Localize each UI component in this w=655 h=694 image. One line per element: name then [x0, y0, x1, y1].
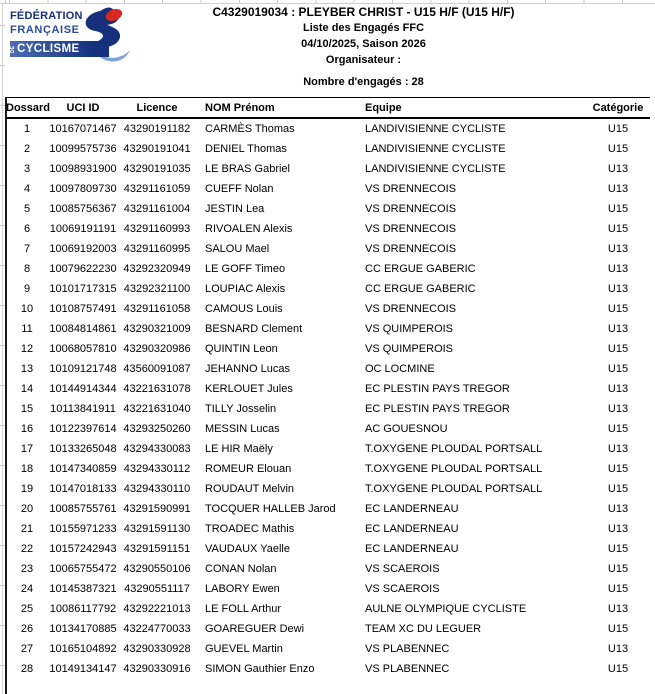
cell-licence: 43292321100: [123, 283, 191, 295]
cell-licence: 43290320986: [123, 343, 191, 355]
cell-uci-id: 10144914344: [49, 383, 117, 395]
cell-nom-prenom: JEHANNO Lucas: [205, 363, 290, 375]
cell-licence: 43291591130: [123, 523, 191, 535]
cell-licence: 43290330916: [123, 663, 191, 675]
cell-equipe: CC ERGUE GABERIC: [365, 283, 476, 295]
col-header-categorie: Catégorie: [586, 98, 650, 119]
cell-dossard: 5: [23, 203, 31, 215]
cell-uci-id: 10069191191: [49, 223, 117, 235]
cell-equipe: VS QUIMPEROIS: [365, 323, 454, 335]
table-row: [6, 479, 650, 499]
cell-nom-prenom: CONAN Nolan: [205, 563, 277, 575]
cell-dossard: 18: [20, 463, 34, 475]
cell-licence: 43290550106: [123, 563, 191, 575]
table-row: [6, 219, 650, 239]
cell-licence: 43290330928: [123, 643, 191, 655]
cell-equipe: LANDIVISIENNE CYCLISTE: [365, 163, 506, 175]
cell-nom-prenom: TROADEC Mathis: [205, 523, 295, 535]
cell-uci-id: 10147340859: [49, 463, 117, 475]
cell-equipe: T.OXYGENE PLOUDAL PORTSALL: [365, 443, 543, 455]
cell-uci-id: 10109121748: [49, 363, 117, 375]
cell-categorie: U13: [607, 443, 629, 455]
cell-equipe: CC ERGUE GABERIC: [365, 263, 476, 275]
cell-dossard: 3: [23, 163, 31, 175]
cell-categorie: U15: [607, 343, 629, 355]
table-row: [6, 439, 650, 459]
date-season: 04/10/2025, Saison 2026: [301, 38, 426, 50]
cell-categorie: U15: [607, 563, 629, 575]
cell-uci-id: 10069192003: [49, 243, 117, 255]
cell-categorie: U15: [607, 663, 629, 675]
cell-licence: 43294330112: [123, 463, 191, 475]
table-row: [6, 299, 650, 319]
cell-uci-id: 10113841911: [50, 403, 116, 415]
table-row: [6, 519, 650, 539]
entrants-tbody: [6, 118, 650, 679]
cell-nom-prenom: CAMOUS Louis: [205, 303, 283, 315]
cell-equipe: LANDIVISIENNE CYCLISTE: [365, 123, 506, 135]
table-row: [6, 279, 650, 299]
col-header-nom-prenom: NOM Prénom: [196, 98, 358, 119]
cell-uci-id: 10085755761: [49, 503, 117, 515]
cell-licence: 43293250260: [123, 423, 191, 435]
cell-equipe: T.OXYGENE PLOUDAL PORTSALL: [365, 463, 543, 475]
cell-dossard: 11: [21, 323, 33, 335]
cell-nom-prenom: LE HIR Maëly: [205, 443, 273, 455]
cell-nom-prenom: KERLOUET Jules: [205, 383, 293, 395]
col-header-licence: Licence: [118, 98, 196, 119]
table-row: [6, 419, 650, 439]
cell-nom-prenom: LE FOLL Arthur: [205, 603, 282, 615]
cell-categorie: U13: [607, 283, 629, 295]
cell-nom-prenom: SIMON Gauthier Enzo: [205, 663, 315, 675]
entrants-table-wrap: [6, 97, 650, 679]
cell-categorie: U15: [607, 463, 629, 475]
cell-equipe: OC LOCMINE: [365, 363, 435, 375]
cell-nom-prenom: LOUPIAC Alexis: [205, 283, 286, 295]
list-subtitle: Liste des Engagés FFC: [302, 22, 425, 34]
table-row: [6, 639, 650, 659]
entrants-count: Nombre d'engagés : 28: [303, 76, 424, 88]
cell-uci-id: 10108757491: [49, 303, 117, 315]
cell-uci-id: 10099575736: [49, 143, 117, 155]
table-row: [6, 559, 650, 579]
cell-nom-prenom: DENIEL Thomas: [205, 143, 287, 155]
cell-nom-prenom: JESTIN Lea: [205, 203, 265, 215]
cell-uci-id: 10149134147: [49, 663, 117, 675]
table-row: [6, 459, 650, 479]
cell-equipe: VS DRENNECOIS: [365, 223, 457, 235]
cell-equipe: VS QUIMPEROIS: [365, 343, 454, 355]
cell-uci-id: 10165104892: [49, 643, 117, 655]
cell-nom-prenom: TILLY Josselin: [205, 403, 277, 415]
cell-licence: 43290551117: [124, 583, 190, 595]
cell-categorie: U13: [607, 163, 629, 175]
cell-nom-prenom: ROMEUR Elouan: [205, 463, 292, 475]
cell-equipe: VS DRENNECOIS: [365, 203, 457, 215]
cell-uci-id: 10084814861: [49, 323, 117, 335]
cell-nom-prenom: CUEFF Nolan: [205, 183, 274, 195]
table-row: [6, 539, 650, 559]
cell-licence: 43560091087: [123, 363, 191, 375]
cell-nom-prenom: MESSIN Lucas: [205, 423, 280, 435]
cell-categorie: U15: [607, 123, 629, 135]
cell-uci-id: 10134170885: [49, 623, 117, 635]
cell-equipe: EC LANDERNEAU: [365, 503, 459, 515]
document-header: [115, 5, 612, 90]
cell-dossard: 26: [20, 623, 34, 635]
cell-categorie: U13: [607, 643, 629, 655]
cell-categorie: U13: [607, 183, 629, 195]
cell-equipe: VS PLABENNEC: [365, 663, 450, 675]
cell-licence: 43291591151: [123, 543, 191, 555]
col-header-equipe: Equipe: [358, 98, 586, 119]
cell-categorie: U13: [607, 263, 629, 275]
table-row: [6, 359, 650, 379]
cell-dossard: 27: [20, 643, 34, 655]
cell-dossard: 12: [20, 343, 34, 355]
cell-dossard: 13: [20, 363, 34, 375]
cell-equipe: EC LANDERNEAU: [365, 543, 459, 555]
cell-dossard: 2: [23, 143, 31, 155]
table-row: [6, 259, 650, 279]
cell-equipe: AC GOUESNOU: [365, 423, 448, 435]
cell-dossard: 10: [20, 303, 34, 315]
cell-dossard: 28: [20, 663, 34, 675]
cell-dossard: 23: [20, 563, 34, 575]
table-header-row: [6, 98, 650, 119]
table-row: [6, 619, 650, 639]
cell-licence: 43290191041: [123, 143, 191, 155]
cell-equipe: VS SCAEROIS: [365, 563, 440, 575]
logo-text-cyclisme: CYCLISME: [17, 43, 80, 55]
table-row: [6, 139, 650, 159]
cell-equipe: EC PLESTIN PAYS TREGOR: [365, 403, 510, 415]
cell-uci-id: 10068057810: [49, 343, 117, 355]
cell-categorie: U15: [607, 583, 629, 595]
cell-uci-id: 10167071467: [49, 123, 117, 135]
table-row: [6, 399, 650, 419]
cell-uci-id: 10097809730: [49, 183, 117, 195]
table-row: [6, 599, 650, 619]
cell-uci-id: 10065755472: [49, 563, 117, 575]
cell-uci-id: 10101717315: [49, 283, 117, 295]
cell-dossard: 1: [23, 123, 31, 135]
cell-equipe: LANDIVISIENNE CYCLISTE: [365, 143, 506, 155]
cell-categorie: U15: [607, 363, 629, 375]
cell-equipe: EC PLESTIN PAYS TREGOR: [365, 383, 510, 395]
cell-equipe: T.OXYGENE PLOUDAL PORTSALL: [365, 483, 543, 495]
cell-uci-id: 10098931900: [49, 163, 117, 175]
logo-text-federation: FÉDÉRATION: [10, 10, 83, 22]
cell-licence: 43291160993: [123, 223, 191, 235]
cell-categorie: U15: [607, 143, 629, 155]
table-row: [6, 659, 650, 679]
cell-nom-prenom: GUEVEL Martin: [205, 643, 283, 655]
logo-banner: [10, 41, 109, 57]
table-row: [6, 499, 650, 519]
cell-uci-id: 10085756367: [49, 203, 117, 215]
cell-dossard: 17: [20, 443, 34, 455]
logo-text-de: DE: [10, 45, 16, 53]
cell-licence: 43224770033: [123, 623, 191, 635]
cell-dossard: 9: [23, 283, 31, 295]
table-row: [6, 339, 650, 359]
cell-nom-prenom: GOAREGUER Dewi: [205, 623, 305, 635]
cell-categorie: U13: [607, 383, 629, 395]
cell-nom-prenom: LE BRAS Gabriel: [205, 163, 290, 175]
cell-uci-id: 10147018133: [49, 483, 117, 495]
cell-categorie: U13: [607, 523, 629, 535]
cell-licence: 43291161059: [123, 183, 191, 195]
cell-dossard: 14: [20, 383, 34, 395]
cell-dossard: 4: [23, 183, 31, 195]
cell-dossard: 7: [23, 243, 31, 255]
cell-dossard: 24: [20, 583, 34, 595]
cell-uci-id: 10155971233: [49, 523, 117, 535]
cell-uci-id: 10122397614: [49, 423, 117, 435]
cell-categorie: U13: [607, 503, 629, 515]
table-row: [6, 379, 650, 399]
cell-equipe: VS DRENNECOIS: [365, 183, 457, 195]
cell-categorie: U15: [607, 303, 629, 315]
cell-equipe: VS DRENNECOIS: [365, 243, 457, 255]
cell-equipe: VS PLABENNEC: [365, 643, 450, 655]
cell-nom-prenom: SALOU Mael: [205, 243, 270, 255]
cell-nom-prenom: VAUDAUX Yaelle: [205, 543, 290, 555]
organizer-label: Organisateur :: [325, 54, 402, 66]
cell-dossard: 8: [23, 263, 31, 275]
cell-nom-prenom: QUINTIN Leon: [205, 343, 278, 355]
cell-equipe: TEAM XC DU LEGUER: [365, 623, 482, 635]
cell-licence: 43294330110: [123, 483, 191, 495]
cell-categorie: U15: [607, 483, 629, 495]
cell-uci-id: 10133265048: [49, 443, 117, 455]
cell-categorie: U13: [607, 323, 629, 335]
entrants-table: [6, 97, 650, 679]
cell-categorie: U13: [607, 243, 629, 255]
cell-dossard: 22: [20, 543, 34, 555]
cell-uci-id: 10086117792: [49, 603, 117, 615]
cell-dossard: 25: [20, 603, 34, 615]
cell-dossard: 6: [23, 223, 31, 235]
col-header-uci-id: UCI ID: [48, 98, 118, 119]
cell-licence: 43291161058: [123, 303, 191, 315]
cell-nom-prenom: LE GOFF Timeo: [205, 263, 286, 275]
cell-dossard: 16: [20, 423, 34, 435]
col-header-dossard: Dossard: [6, 98, 48, 119]
cell-nom-prenom: ROUDAUT Melvin: [205, 483, 295, 495]
cell-uci-id: 10157242943: [49, 543, 117, 555]
cell-uci-id: 10145387321: [49, 583, 117, 595]
table-row: [6, 179, 650, 199]
cell-dossard: 15: [20, 403, 34, 415]
cell-nom-prenom: CARMÈS Thomas: [205, 123, 295, 135]
cell-categorie: U15: [607, 623, 629, 635]
cell-nom-prenom: TOCQUER HALLEB Jarod: [205, 503, 336, 515]
cell-equipe: EC LANDERNEAU: [365, 523, 459, 535]
table-row: [6, 319, 650, 339]
cell-equipe: AULNE OLYMPIQUE CYCLISTE: [365, 603, 527, 615]
cell-categorie: U15: [607, 543, 629, 555]
cell-uci-id: 10079622230: [49, 263, 117, 275]
event-title: C4329019034 : PLEYBER CHRIST - U15 H/F (U15 H/F): [212, 5, 515, 19]
cell-nom-prenom: LABORY Ewen: [205, 583, 280, 595]
logo-text-francaise: FRANÇAISE: [10, 24, 80, 36]
cell-nom-prenom: BESNARD Clement: [205, 323, 303, 335]
cell-categorie: U15: [607, 223, 629, 235]
cell-licence: 43292221013: [123, 603, 191, 615]
cell-licence: 43291161004: [123, 203, 191, 215]
cell-categorie: U13: [607, 403, 629, 415]
cell-dossard: 19: [20, 483, 34, 495]
cell-nom-prenom: RIVOALEN Alexis: [205, 223, 293, 235]
cell-categorie: U13: [607, 603, 629, 615]
cell-categorie: U15: [607, 423, 629, 435]
table-row: [6, 239, 650, 259]
cell-licence: 43290191035: [123, 163, 191, 175]
cell-licence: 43291160995: [123, 243, 191, 255]
cell-licence: 43290191182: [123, 123, 191, 135]
cell-categorie: U15: [607, 203, 629, 215]
cell-dossard: 20: [20, 503, 34, 515]
cell-licence: 43292320949: [123, 263, 191, 275]
table-row: [6, 199, 650, 219]
cell-licence: 43221631078: [123, 383, 191, 395]
cell-licence: 43291590991: [123, 503, 191, 515]
table-row: [6, 118, 650, 139]
cell-licence: 43221631040: [123, 403, 191, 415]
cell-licence: 43294330083: [123, 443, 191, 455]
table-row: [6, 579, 650, 599]
cell-dossard: 21: [20, 523, 34, 535]
cell-equipe: VS SCAEROIS: [365, 583, 440, 595]
table-row: [6, 159, 650, 179]
cell-equipe: VS DRENNECOIS: [365, 303, 457, 315]
cell-licence: 43290321009: [123, 323, 191, 335]
